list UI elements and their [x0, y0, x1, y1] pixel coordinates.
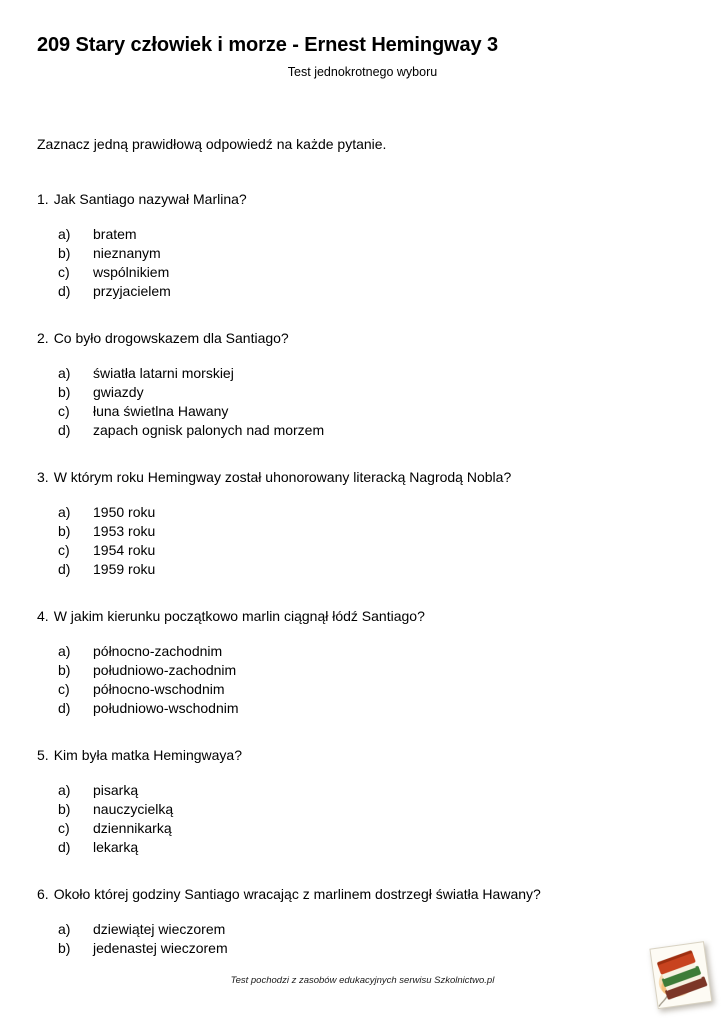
option-b [37, 244, 688, 263]
option-a [37, 225, 688, 244]
option-c [37, 819, 688, 838]
question-text [37, 607, 688, 626]
question-title: Około której godziny Santiago wracając z marlinem dostrzegł światła Hawany? [53, 886, 541, 902]
question-list [37, 190, 688, 958]
options-list [37, 225, 688, 301]
question-number: 1. [37, 191, 49, 207]
question-text [37, 885, 688, 904]
option-letter: b) [58, 940, 71, 956]
options-list [37, 920, 688, 958]
option-text: światła latarni morskiej [93, 365, 234, 381]
option-letter: d) [58, 700, 71, 716]
question-title: Jak Santiago nazywał Marlina? [53, 191, 247, 207]
option-b [37, 939, 688, 958]
page-title: 209 Stary człowiek i morze - Ernest Hemingway 3 [37, 34, 499, 56]
option-text: bratem [93, 226, 137, 242]
question-title: W jakim kierunku początkowo marlin ciągnął łódź Santiago? [53, 608, 425, 624]
option-c [37, 680, 688, 699]
question-title: Kim była matka Hemingwaya? [53, 747, 242, 763]
option-c [37, 263, 688, 282]
option-letter: a) [58, 643, 71, 659]
question-number: 6. [37, 886, 49, 902]
option-a [37, 920, 688, 939]
option-a [37, 364, 688, 383]
question-title: W którym roku Hemingway został uhonorowany literacką Nagrodą Nobla? [53, 469, 512, 485]
question-3 [37, 468, 688, 579]
option-text: dziennikarką [93, 820, 172, 836]
option-text: północno-wschodnim [93, 681, 225, 697]
question-text [37, 329, 688, 348]
option-text: lekarką [93, 839, 139, 855]
option-text: południowo-zachodnim [93, 662, 237, 678]
question-text [37, 746, 688, 765]
stacked-books-icon [645, 937, 718, 1015]
option-text: pisarką [93, 782, 139, 798]
option-letter: d) [58, 839, 71, 855]
option-a [37, 781, 688, 800]
question-number: 2. [37, 330, 49, 346]
option-letter: a) [58, 365, 71, 381]
option-b [37, 383, 688, 402]
option-letter: a) [58, 504, 71, 520]
option-letter: d) [58, 422, 71, 438]
option-text: dziewiątej wieczorem [93, 921, 226, 937]
test-instruction: Zaznacz jedną prawidłową odpowiedź na każde pytanie. [37, 136, 387, 152]
option-text: przyjacielem [93, 283, 171, 299]
page-subtitle: Test jednokrotnego wyboru [287, 65, 438, 79]
options-list [37, 642, 688, 718]
option-letter: c) [58, 403, 70, 419]
option-letter: b) [58, 245, 71, 261]
option-text: 1954 roku [93, 542, 156, 558]
option-text: zapach ognisk palonych nad morzem [93, 422, 325, 438]
option-d [37, 282, 688, 301]
option-text: 1953 roku [93, 523, 156, 539]
question-text [37, 190, 688, 209]
option-text: nieznanym [93, 245, 161, 261]
option-letter: d) [58, 561, 71, 577]
option-d [37, 699, 688, 718]
option-letter: b) [58, 662, 71, 678]
option-d [37, 838, 688, 857]
question-5 [37, 746, 688, 857]
option-c [37, 402, 688, 421]
option-text: łuna świetlna Hawany [93, 403, 229, 419]
option-letter: c) [58, 542, 70, 558]
option-c [37, 541, 688, 560]
option-letter: a) [58, 226, 71, 242]
option-text: 1959 roku [93, 561, 156, 577]
option-text: nauczycielką [93, 801, 174, 817]
option-b [37, 522, 688, 541]
option-letter: a) [58, 921, 71, 937]
option-letter: c) [58, 681, 70, 697]
question-6 [37, 885, 688, 958]
option-text: 1950 roku [93, 504, 156, 520]
option-letter: b) [58, 523, 71, 539]
options-list [37, 364, 688, 440]
option-letter: b) [58, 801, 71, 817]
question-2 [37, 329, 688, 440]
question-number: 3. [37, 469, 49, 485]
option-b [37, 800, 688, 819]
option-letter: c) [58, 264, 70, 280]
option-text: północno-zachodnim [93, 643, 223, 659]
option-letter: d) [58, 283, 71, 299]
option-d [37, 560, 688, 579]
question-4 [37, 607, 688, 718]
options-list [37, 781, 688, 857]
question-1 [37, 190, 688, 301]
question-number: 4. [37, 608, 49, 624]
option-d [37, 421, 688, 440]
option-text: gwiazdy [93, 384, 144, 400]
option-a [37, 503, 688, 522]
question-text [37, 468, 688, 487]
option-text: jedenastej wieczorem [93, 940, 228, 956]
option-text: wspólnikiem [93, 264, 170, 280]
option-letter: b) [58, 384, 71, 400]
footer-attribution: Test pochodzi z zasobów edukacyjnych serwisu Szkolnictwo.pl [230, 974, 495, 986]
option-b [37, 661, 688, 680]
option-letter: a) [58, 782, 71, 798]
option-text: południowo-wschodnim [93, 700, 239, 716]
option-letter: c) [58, 820, 70, 836]
options-list [37, 503, 688, 579]
question-title: Co było drogowskazem dla Santiago? [53, 330, 289, 346]
option-a [37, 642, 688, 661]
question-number: 5. [37, 747, 49, 763]
